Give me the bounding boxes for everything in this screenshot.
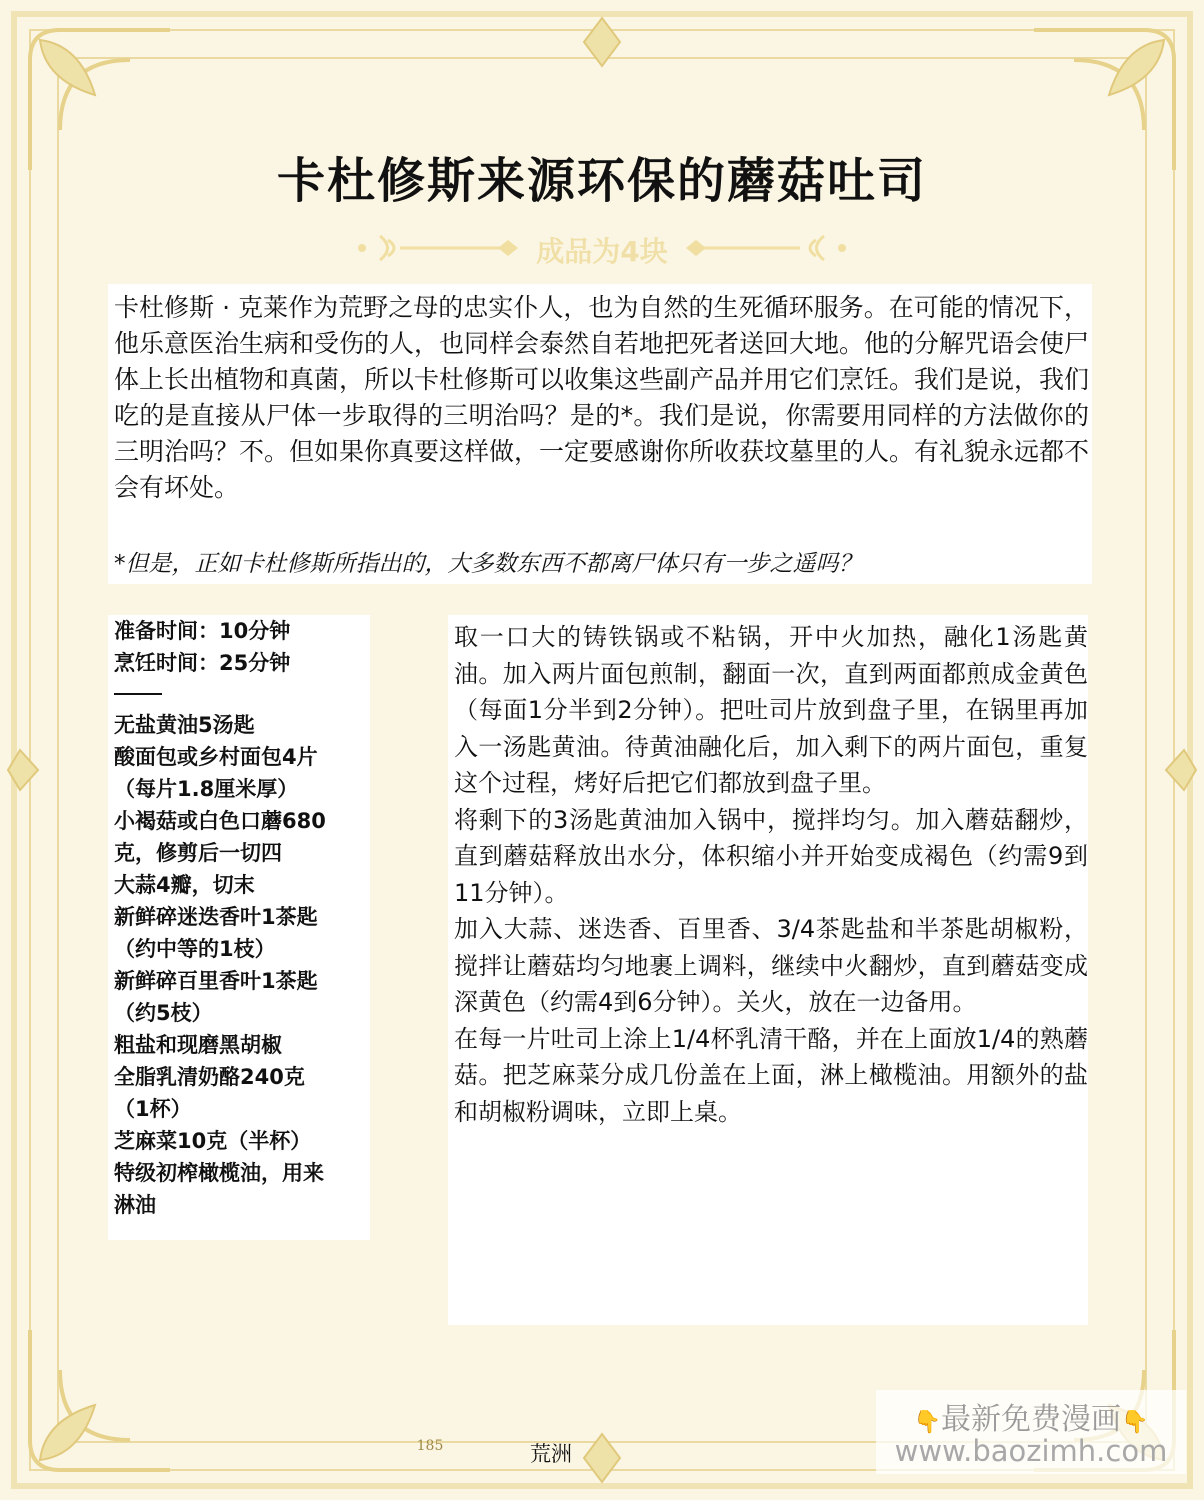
ingredient-line: 酸面包或乡村面包4片	[114, 745, 318, 769]
ingredient-line: 无盐黄油5汤匙	[114, 713, 255, 737]
ingredients-column	[108, 615, 370, 1240]
instruction-step: 加入大蒜、迷迭香、百里香、3/4茶匙盐和半茶匙胡椒粉，搅拌让蘑菇均匀地裹上调料，继续中火翻炒，直到蘑菇变成深黄色（约需4到6分钟）。关火，放在一边备用。	[454, 915, 1088, 1016]
prep-time: 准备时间：10分钟	[114, 619, 291, 643]
ingredient-line: （约5枝）	[114, 1001, 213, 1025]
chapter-name: 荒洲	[530, 1442, 572, 1466]
ingredient-line: 全脂乳清奶酪240克	[114, 1065, 305, 1089]
ingredient-line: 新鲜碎迷迭香叶1茶匙	[114, 905, 318, 929]
intro-paragraph: 卡杜修斯 · 克莱作为荒野之母的忠实仆人，也为自然的生死循环服务。在可能的情况下，他乐意医治生病和受伤的人，也同样会泰然自若地把死者送回大地。他的分解咒语会使尸体上长出植物和真菌，所以卡杜修斯可以收集这些副产品并用它们烹饪。我们是说，我们吃的是直接从尸体一步取得的三明治吗？是的*。我们是说，你需要用同样的方法做你的三明治吗？不。但如果你真要这样做，一定要感谢你所收获坟墓里的人。有礼貌永远都不会有坏处。	[114, 293, 1090, 502]
ingredient-line: （约中等的1枝）	[114, 937, 276, 961]
servings-banner	[360, 226, 844, 270]
page-number: 185	[416, 1438, 444, 1454]
instruction-step: 在每一片吐司上涂上1/4杯乳清干酪，并在上面放1/4的熟蘑菇。把芝麻菜分成几份盖在上面，淋上橄榄油。用额外的盐和胡椒粉调味，立即上桌。	[454, 1024, 1088, 1126]
ingredient-line: 大蒜4瓣，切末	[114, 873, 255, 897]
ingredient-line: 小褐菇或白色口蘑680	[114, 809, 326, 833]
watermark	[876, 1390, 1186, 1474]
cook-time: 烹饪时间：25分钟	[114, 651, 291, 675]
recipe-title: 卡杜修斯来源环保的蘑菇吐司	[276, 153, 927, 209]
ingredient-line: 克，修剪后一切四	[114, 841, 282, 865]
ingredient-line: （1杯）	[114, 1097, 192, 1121]
ingredient-line: 芝麻菜10克（半杯）	[114, 1129, 312, 1153]
watermark-tagline	[876, 1394, 1186, 1438]
ingredient-line: （每片1.8厘米厚）	[114, 777, 299, 801]
ingredient-line: 粗盐和现磨黑胡椒	[114, 1033, 282, 1057]
instructions-column	[448, 615, 1088, 1325]
pointing-hand-icon: 👇	[1121, 1410, 1149, 1435]
instruction-step: 将剩下的3汤匙黄油加入锅中，搅拌均匀。加入蘑菇翻炒，直到蘑菇释放出水分，体积缩小并开始变成褐色（约需9到11分钟）。	[454, 805, 1088, 907]
instruction-step: 取一口大的铸铁锅或不粘锅，开中火加热，融化1汤匙黄油。加入两片面包煎制，翻面一次，直到两面都煎成金黄色（每面1分半到2分钟）。把吐司片放到盘子里，在锅里再加入一汤匙黄油。待黄油融化后，加入剩下的两片面包，重复这个过程，烤好后把它们都放到盘子里。	[454, 623, 1088, 797]
footnote: *但是，正如卡杜修斯所指出的，大多数东西不都离尸体只有一步之遥吗？	[114, 551, 862, 577]
divider	[114, 693, 162, 695]
ingredient-line: 特级初榨橄榄油，用来	[114, 1161, 324, 1185]
watermark-text: 最新免费漫画	[941, 1402, 1121, 1437]
pointing-hand-icon: 👇	[913, 1410, 941, 1435]
ingredient-line: 淋油	[114, 1193, 156, 1217]
servings-text: 成品为4块	[536, 235, 668, 268]
watermark-url[interactable]: www.baozimh.com	[894, 1434, 1168, 1468]
ingredient-line: 新鲜碎百里香叶1茶匙	[114, 969, 318, 993]
